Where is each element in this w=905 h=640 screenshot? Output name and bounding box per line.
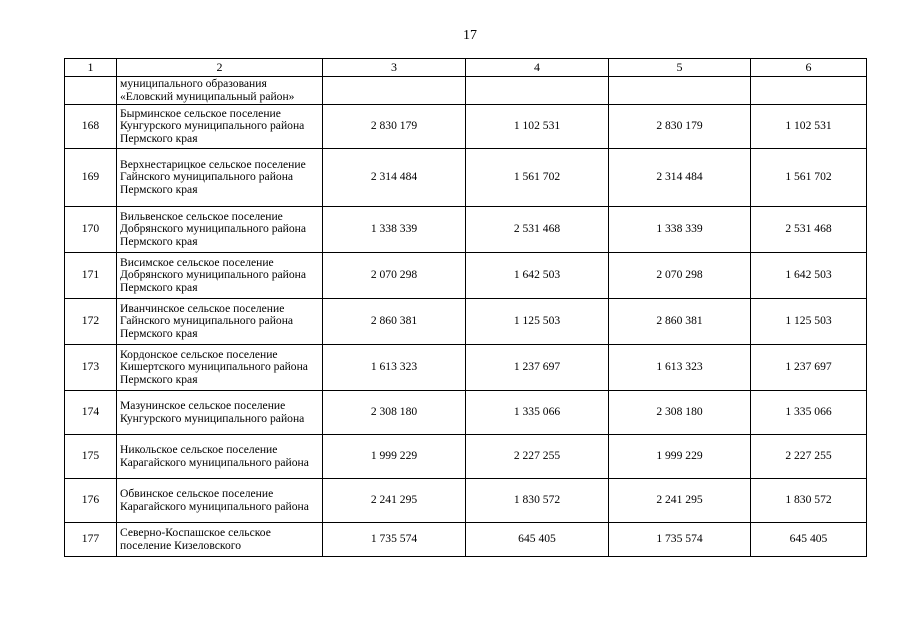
table-row [65,105,867,149]
value-cell [323,77,466,105]
municipality-name-cell: Обвинское сельское поселение Карагайского муниципального района [117,479,323,523]
value-cell-col4: 1 102 531 [466,105,609,149]
value-cell-col3: 2 308 180 [323,391,466,435]
table-row [65,523,867,557]
column-header: 6 [751,59,867,77]
municipality-name-cell: Висимское сельское поселение Добрянского муниципального района Пермского края [117,253,323,299]
value-cell-col4: 1 642 503 [466,253,609,299]
row-number-cell [65,77,117,105]
value-cell-col5: 1 999 229 [609,435,751,479]
table-row [65,299,867,345]
value-cell-col4: 1 561 702 [466,149,609,207]
row-number-cell: 169 [65,149,117,207]
table-row [65,479,867,523]
row-number-cell: 170 [65,207,117,253]
value-cell-col6: 1 237 697 [751,345,867,391]
municipality-name-cell: муниципального образования «Еловский муниципальный район» [117,77,323,105]
value-cell-col4: 1 237 697 [466,345,609,391]
value-cell [466,77,609,105]
table-row [65,435,867,479]
municipality-name-cell: Иванчинское сельское поселение Гайнского муниципального района Пермского края [117,299,323,345]
value-cell-col3: 2 070 298 [323,253,466,299]
value-cell-col6: 1 102 531 [751,105,867,149]
column-header: 4 [466,59,609,77]
value-cell-col6: 1 830 572 [751,479,867,523]
value-cell-col4: 2 227 255 [466,435,609,479]
value-cell-col3: 2 830 179 [323,105,466,149]
value-cell-col3: 1 735 574 [323,523,466,557]
municipality-name-cell: Северно-Коспашское сельское поселение Кизеловского [117,523,323,557]
value-cell-col4: 1 125 503 [466,299,609,345]
municipality-name-cell: Мазунинское сельское поселение Кунгурского муниципального района [117,391,323,435]
page-number: 17 [463,28,477,43]
municipality-name-cell: Верхнестарицкое сельское поселение Гайнского муниципального района Пермского края [117,149,323,207]
value-cell-col5: 1 338 339 [609,207,751,253]
value-cell-col3: 2 241 295 [323,479,466,523]
table-row [65,391,867,435]
value-cell-col6: 1 642 503 [751,253,867,299]
value-cell [751,77,867,105]
value-cell-col4: 1 335 066 [466,391,609,435]
value-cell-col5: 1 613 323 [609,345,751,391]
table-row [65,149,867,207]
municipality-name-cell: Никольское сельское поселение Карагайского муниципального района [117,435,323,479]
row-number-cell: 175 [65,435,117,479]
header-row [65,59,867,77]
municipality-name-cell: Кордонское сельское поселение Кишертского муниципального района Пермского края [117,345,323,391]
value-cell-col3: 2 860 381 [323,299,466,345]
value-cell-col5: 2 314 484 [609,149,751,207]
column-header: 5 [609,59,751,77]
value-cell-col3: 1 613 323 [323,345,466,391]
municipality-name-cell: Вильвенское сельское поселение Добрянского муниципального района Пермского края [117,207,323,253]
value-cell-col5: 2 830 179 [609,105,751,149]
value-cell-col5: 2 308 180 [609,391,751,435]
value-cell-col3: 2 314 484 [323,149,466,207]
value-cell-col6: 1 561 702 [751,149,867,207]
value-cell-col4: 1 830 572 [466,479,609,523]
column-header: 1 [65,59,117,77]
value-cell-col5: 2 241 295 [609,479,751,523]
row-number-cell: 171 [65,253,117,299]
municipality-name-cell: Бырминское сельское поселение Кунгурского муниципального района Пермского края [117,105,323,149]
value-cell-col6: 2 227 255 [751,435,867,479]
value-cell-col3: 1 338 339 [323,207,466,253]
budget-table [64,58,867,557]
table-body [65,105,867,557]
value-cell-col4: 2 531 468 [466,207,609,253]
value-cell-col5: 2 860 381 [609,299,751,345]
row-number-cell: 176 [65,479,117,523]
row-number-cell: 168 [65,105,117,149]
continuation-row [65,77,867,105]
value-cell-col5: 1 735 574 [609,523,751,557]
value-cell-col3: 1 999 229 [323,435,466,479]
row-number-cell: 174 [65,391,117,435]
value-cell-col4: 645 405 [466,523,609,557]
value-cell [609,77,751,105]
table-row [65,207,867,253]
value-cell-col6: 645 405 [751,523,867,557]
row-number-cell: 172 [65,299,117,345]
value-cell-col6: 1 335 066 [751,391,867,435]
column-header: 3 [323,59,466,77]
row-number-cell: 177 [65,523,117,557]
value-cell-col5: 2 070 298 [609,253,751,299]
row-number-cell: 173 [65,345,117,391]
table-row [65,253,867,299]
value-cell-col6: 2 531 468 [751,207,867,253]
value-cell-col6: 1 125 503 [751,299,867,345]
table-row [65,345,867,391]
column-header: 2 [117,59,323,77]
